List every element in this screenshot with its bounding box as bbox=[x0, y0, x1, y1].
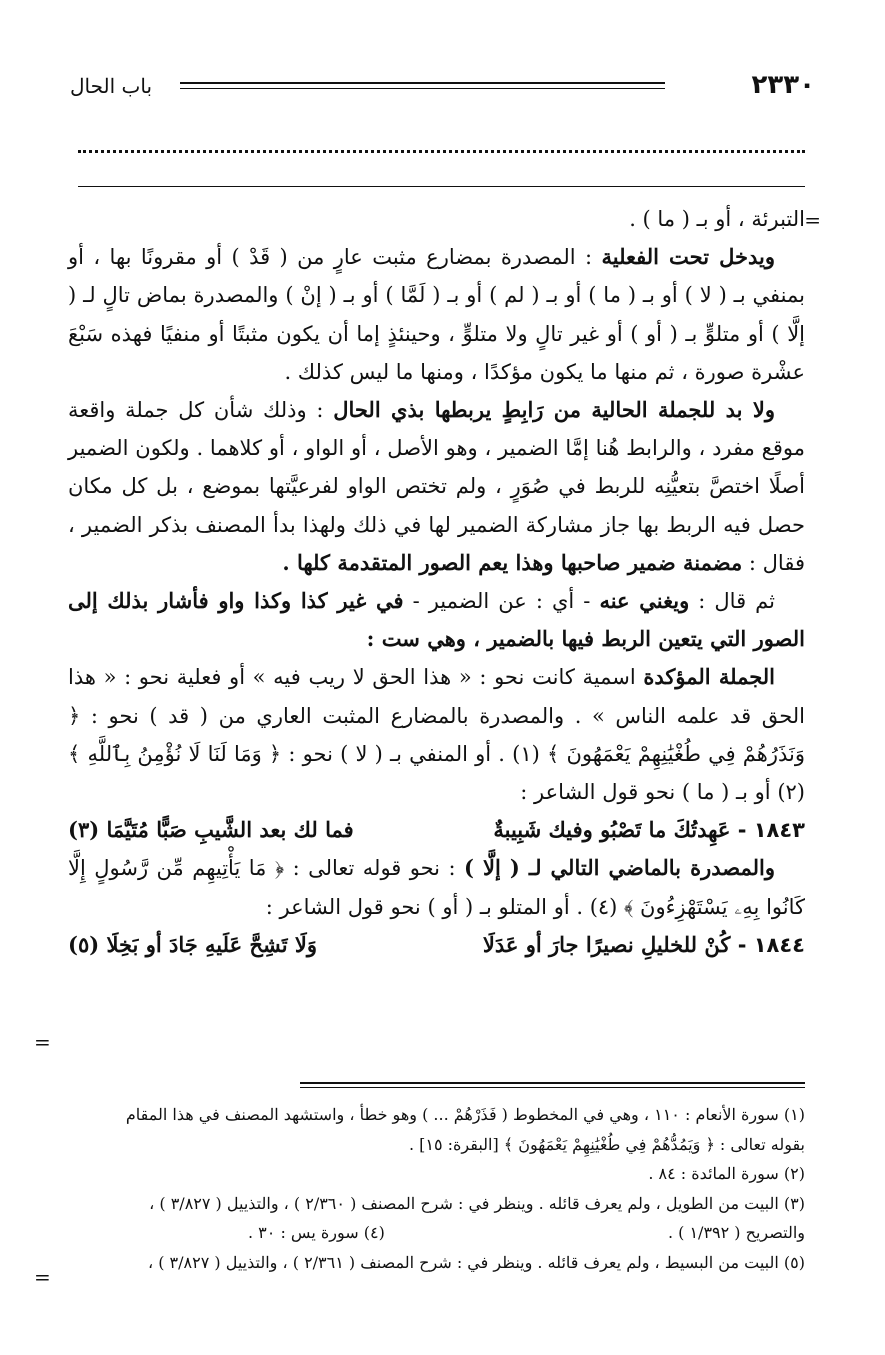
bold-term: الجملة المؤكدة bbox=[643, 664, 775, 690]
paragraph bbox=[68, 238, 805, 391]
footnote-5: (٥) البيت من البسيط ، ولم يعرف قائله . وينظر في : شرح المصنف ( ٢/٣٦١ ) ، والتذييل ( ٣/٨٢٧ ) ، bbox=[147, 1252, 805, 1272]
paragraph bbox=[68, 849, 805, 925]
bold-term: ويغني عنه bbox=[599, 588, 690, 614]
text: : وذلك شأن كل جملة واقعة موقع مفرد ، والرابط هُنا إمَّا الضمير ، وهو الأصل ، أو الواو ، أو كلاهما . ولكون الضمير أصلًا اختصَّ بتعيُّنِه للربط في صُوَرٍ ، ولم تختص الواو لفرعيَّتها بموضع ، بل كل مكان حصل فيه الربط بها جاز مشاركة الضمير لها في ذلك ولهذا بدأ المصنف بذكر الضمير ، فقال : bbox=[68, 398, 805, 575]
continuation-mark-start: = bbox=[804, 208, 821, 232]
dotted-separator bbox=[78, 150, 805, 153]
verse-number: ١٨٤٤ - bbox=[737, 932, 805, 957]
poem-verse-1843 bbox=[68, 811, 805, 849]
header-rule bbox=[180, 82, 665, 89]
bold-term: في غير كذا وكذا واو فأشار بذلك إلى الصور التي يتعين الربط فيها بالضمير ، وهي ست : bbox=[68, 588, 805, 652]
page-number: ٢٣٣٠ bbox=[751, 70, 815, 100]
verse-number: ١٨٤٣ - bbox=[737, 818, 805, 843]
text: : المصدرة بمضارع مثبت عارٍ من ( قَدْ ) أو مقرونًا بها ، أو بمنفي بـ ( لا ) أو بـ ( ما ) أو بـ ( لم ) أو بـ ( لَمَّا ) أو بـ ( إنْ ) والمصدرة بماض تالٍ لـ ( إلَّا ) أو متلوٍّ بـ ( أو ) أو غير تالٍ ولا متلوٍّ ، وحينئذٍ إما أن يكون مثبتًا أو منفيًا فهذه سَبْعَ عشْرة صورة ، ثم منها ما يكون مؤكدًا ، ومنها ما ليس كذلك . bbox=[68, 245, 805, 384]
text: ثم قال : bbox=[698, 589, 775, 614]
footnote-3: (٣) البيت من الطويل ، ولم يعرف قائله . وينظر في : شرح المصنف ( ٢/٣٦٠ ) ، والتذييل ( ٣/٨٢٧ ) ، bbox=[149, 1193, 805, 1213]
page-header bbox=[70, 70, 815, 104]
text: : نحو قوله تعالى : ﴿ مَا يَأْتِيهِم مِّن رَّسُولٍ إِلَّا كَانُوا بِهِۦ يَسْتَهْزِءُونَ ﴾ (٤) . أو المتلو بـ ( أو ) نحو قول الشاعر : bbox=[68, 856, 805, 919]
footnote-4: (٤) سورة يس : ٣٠ . bbox=[248, 1223, 385, 1242]
paragraph bbox=[68, 200, 805, 238]
footnotes bbox=[68, 1100, 805, 1277]
chapter-title: باب الحال bbox=[70, 74, 153, 98]
top-rule bbox=[78, 186, 805, 187]
verse-first-hemistich: كُنْ للخليلِ نصيرًا جارَ أو عَدَلَا bbox=[482, 931, 731, 957]
continuation-mark-verse: = bbox=[34, 1030, 51, 1054]
verse-second-hemistich: وَلَا تَشِحَّ عَلَيهِ جَادَ أو بَخِلَا (٥) bbox=[68, 931, 317, 957]
footnote-1-cont: بقوله تعالى : ﴿ وَيَمُدُّهُمْ فِي طُغْيَٰنِهِمْ يَعْمَهُونَ ﴾ [البقرة: ١٥] . bbox=[408, 1134, 805, 1154]
paragraph bbox=[68, 658, 805, 811]
bold-term: مضمنة ضمير صاحبها وهذا يعم الصور المتقدمة كلها . bbox=[282, 549, 743, 575]
bold-term: ولا بد للجملة الحالية من رَابِطٍ يربطها بذي الحال bbox=[333, 397, 775, 423]
bold-term: والمصدرة بالماضي التالي لـ ( إلَّا ) bbox=[464, 855, 775, 881]
paragraph bbox=[68, 391, 805, 582]
footnote-3-cont: والتصريح ( ١/٣٩٢ ) . bbox=[667, 1223, 805, 1242]
footnote-rule bbox=[300, 1082, 805, 1088]
footnote-2: (٢) سورة المائدة : ٨٤ . bbox=[648, 1164, 805, 1183]
main-text bbox=[68, 200, 805, 964]
text: - أي : عن الضمير - bbox=[412, 589, 591, 614]
continuation-mark-footnote: = bbox=[34, 1265, 51, 1289]
text: اسمية كانت نحو : « هذا الحق لا ريب فيه » أو فعلية نحو : « هذا الحق قد علمه الناس » . والمصدرة بالمضارع المثبت العاري من ( قد ) نحو : ﴿ وَنَذَرُهُمْ فِي طُغْيَٰنِهِمْ يَعْمَهُونَ ﴾ (١) . أو المنفي بـ ( لا ) نحو : ﴿ وَمَا لَنَا لَا نُؤْمِنُ بِٱللَّهِ ﴾ (٢) أو بـ ( ما ) نحو قول الشاعر : bbox=[68, 665, 805, 805]
verse-first-hemistich: عَهِدتُكَ ما تَصْبُو وفيك شَبِيبةٌ bbox=[493, 817, 731, 843]
bold-term: ويدخل تحت الفعلية bbox=[601, 244, 775, 270]
verse-second-hemistich: فما لك بعد الشَّيبِ صَبًّا مُتَيَّمَا (٣) bbox=[68, 817, 354, 843]
paragraph bbox=[68, 582, 805, 658]
footnote-row bbox=[68, 1218, 805, 1248]
text: التبرئة ، أو بـ ( ما ) . bbox=[629, 207, 805, 231]
footnote-1: (١) سورة الأنعام : ١١٠ ، وهي في المخطوط ( فَذَرْهُمْ ... ) وهو خطأ ، واستشهد المصنف في هذا المقام bbox=[125, 1105, 805, 1124]
poem-verse-1844 bbox=[68, 926, 805, 964]
